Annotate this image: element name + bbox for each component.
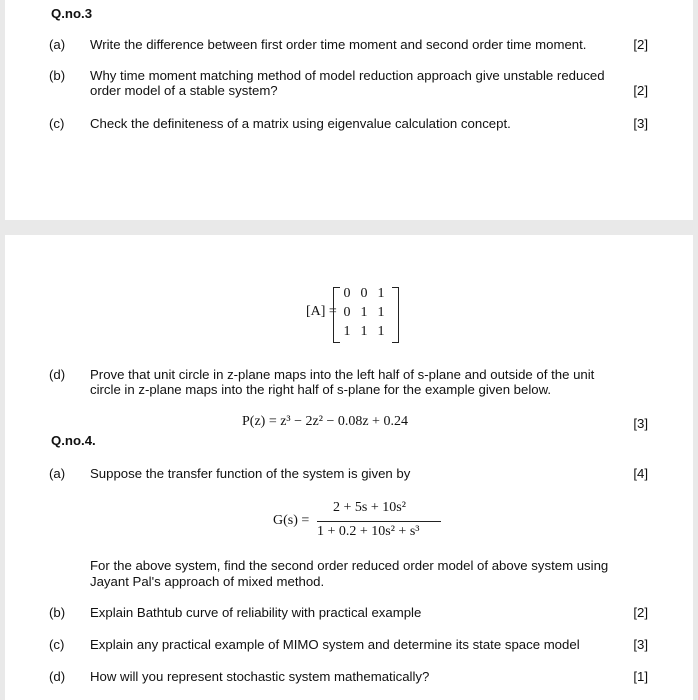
page-top xyxy=(5,0,693,220)
q3b-line2: order model of a stable system? xyxy=(90,83,278,98)
fraction-bar xyxy=(317,521,441,522)
q3b-marks: [2] xyxy=(633,83,648,98)
q4c-marks: [3] xyxy=(633,637,648,652)
tf-denominator: 1 + 0.2 + 10s² + s³ xyxy=(317,524,420,539)
q3b-label: (b) xyxy=(49,68,66,83)
q3-title: Q.no.3 xyxy=(51,6,93,21)
tf-numerator: 2 + 5s + 10s² xyxy=(333,500,406,515)
matrix-cell: 1 xyxy=(360,324,368,339)
q4c-text: Explain any practical example of MIMO system and determine its state space model xyxy=(90,637,580,652)
q3d-equation: P(z) = z³ − 2z² − 0.08z + 0.24 xyxy=(242,414,408,429)
q4a-text: Suppose the transfer function of the system is given by xyxy=(90,466,411,481)
q4d-text: How will you represent stochastic system mathematically? xyxy=(90,669,430,684)
q4a-follow2: Jayant Pal's approach of mixed method. xyxy=(90,574,325,589)
matrix-cell: 1 xyxy=(377,324,385,339)
q4-title: Q.no.4. xyxy=(51,433,96,448)
matrix-cell: 0 xyxy=(360,286,368,301)
q3a-marks: [2] xyxy=(633,37,648,52)
matrix-cell: 1 xyxy=(343,324,351,339)
matrix-cell: 1 xyxy=(360,305,368,320)
q4c-label: (c) xyxy=(49,637,65,652)
q3b-line1: Why time moment matching method of model reduction approach give unstable reduced xyxy=(90,68,605,83)
q4a-follow1: For the above system, find the second order reduced order model of above system using xyxy=(90,558,609,573)
q3d-marks: [3] xyxy=(633,416,648,431)
q3c-text: Check the definiteness of a matrix using eigenvalue calculation concept. xyxy=(90,116,511,131)
matrix-right-bracket xyxy=(392,287,399,343)
q3c-label: (c) xyxy=(49,116,65,131)
q4b-label: (b) xyxy=(49,605,66,620)
matrix-label: [A] = xyxy=(306,304,337,319)
q4b-marks: [2] xyxy=(633,605,648,620)
q4a-marks: [4] xyxy=(633,466,648,481)
q4b-text: Explain Bathtub curve of reliability with practical example xyxy=(90,605,422,620)
q4a-label: (a) xyxy=(49,466,66,481)
q3c-marks: [3] xyxy=(633,116,648,131)
q3d-label: (d) xyxy=(49,367,66,382)
matrix-cell: 1 xyxy=(377,305,385,320)
q3d-line1: Prove that unit circle in z-plane maps into the left half of s-plane and outside of the unit xyxy=(90,367,595,382)
matrix-cell: 0 xyxy=(343,305,351,320)
q4d-label: (d) xyxy=(49,669,66,684)
tf-lhs: G(s) = xyxy=(273,513,310,528)
matrix-cell: 0 xyxy=(343,286,351,301)
matrix-cell: 1 xyxy=(377,286,385,301)
q3d-line2: circle in z-plane maps into the right half of s-plane for the example given below. xyxy=(90,382,552,397)
q3a-label: (a) xyxy=(49,37,66,52)
q4d-marks: [1] xyxy=(633,669,648,684)
q3a-text: Write the difference between first order time moment and second order time moment. xyxy=(90,37,587,52)
